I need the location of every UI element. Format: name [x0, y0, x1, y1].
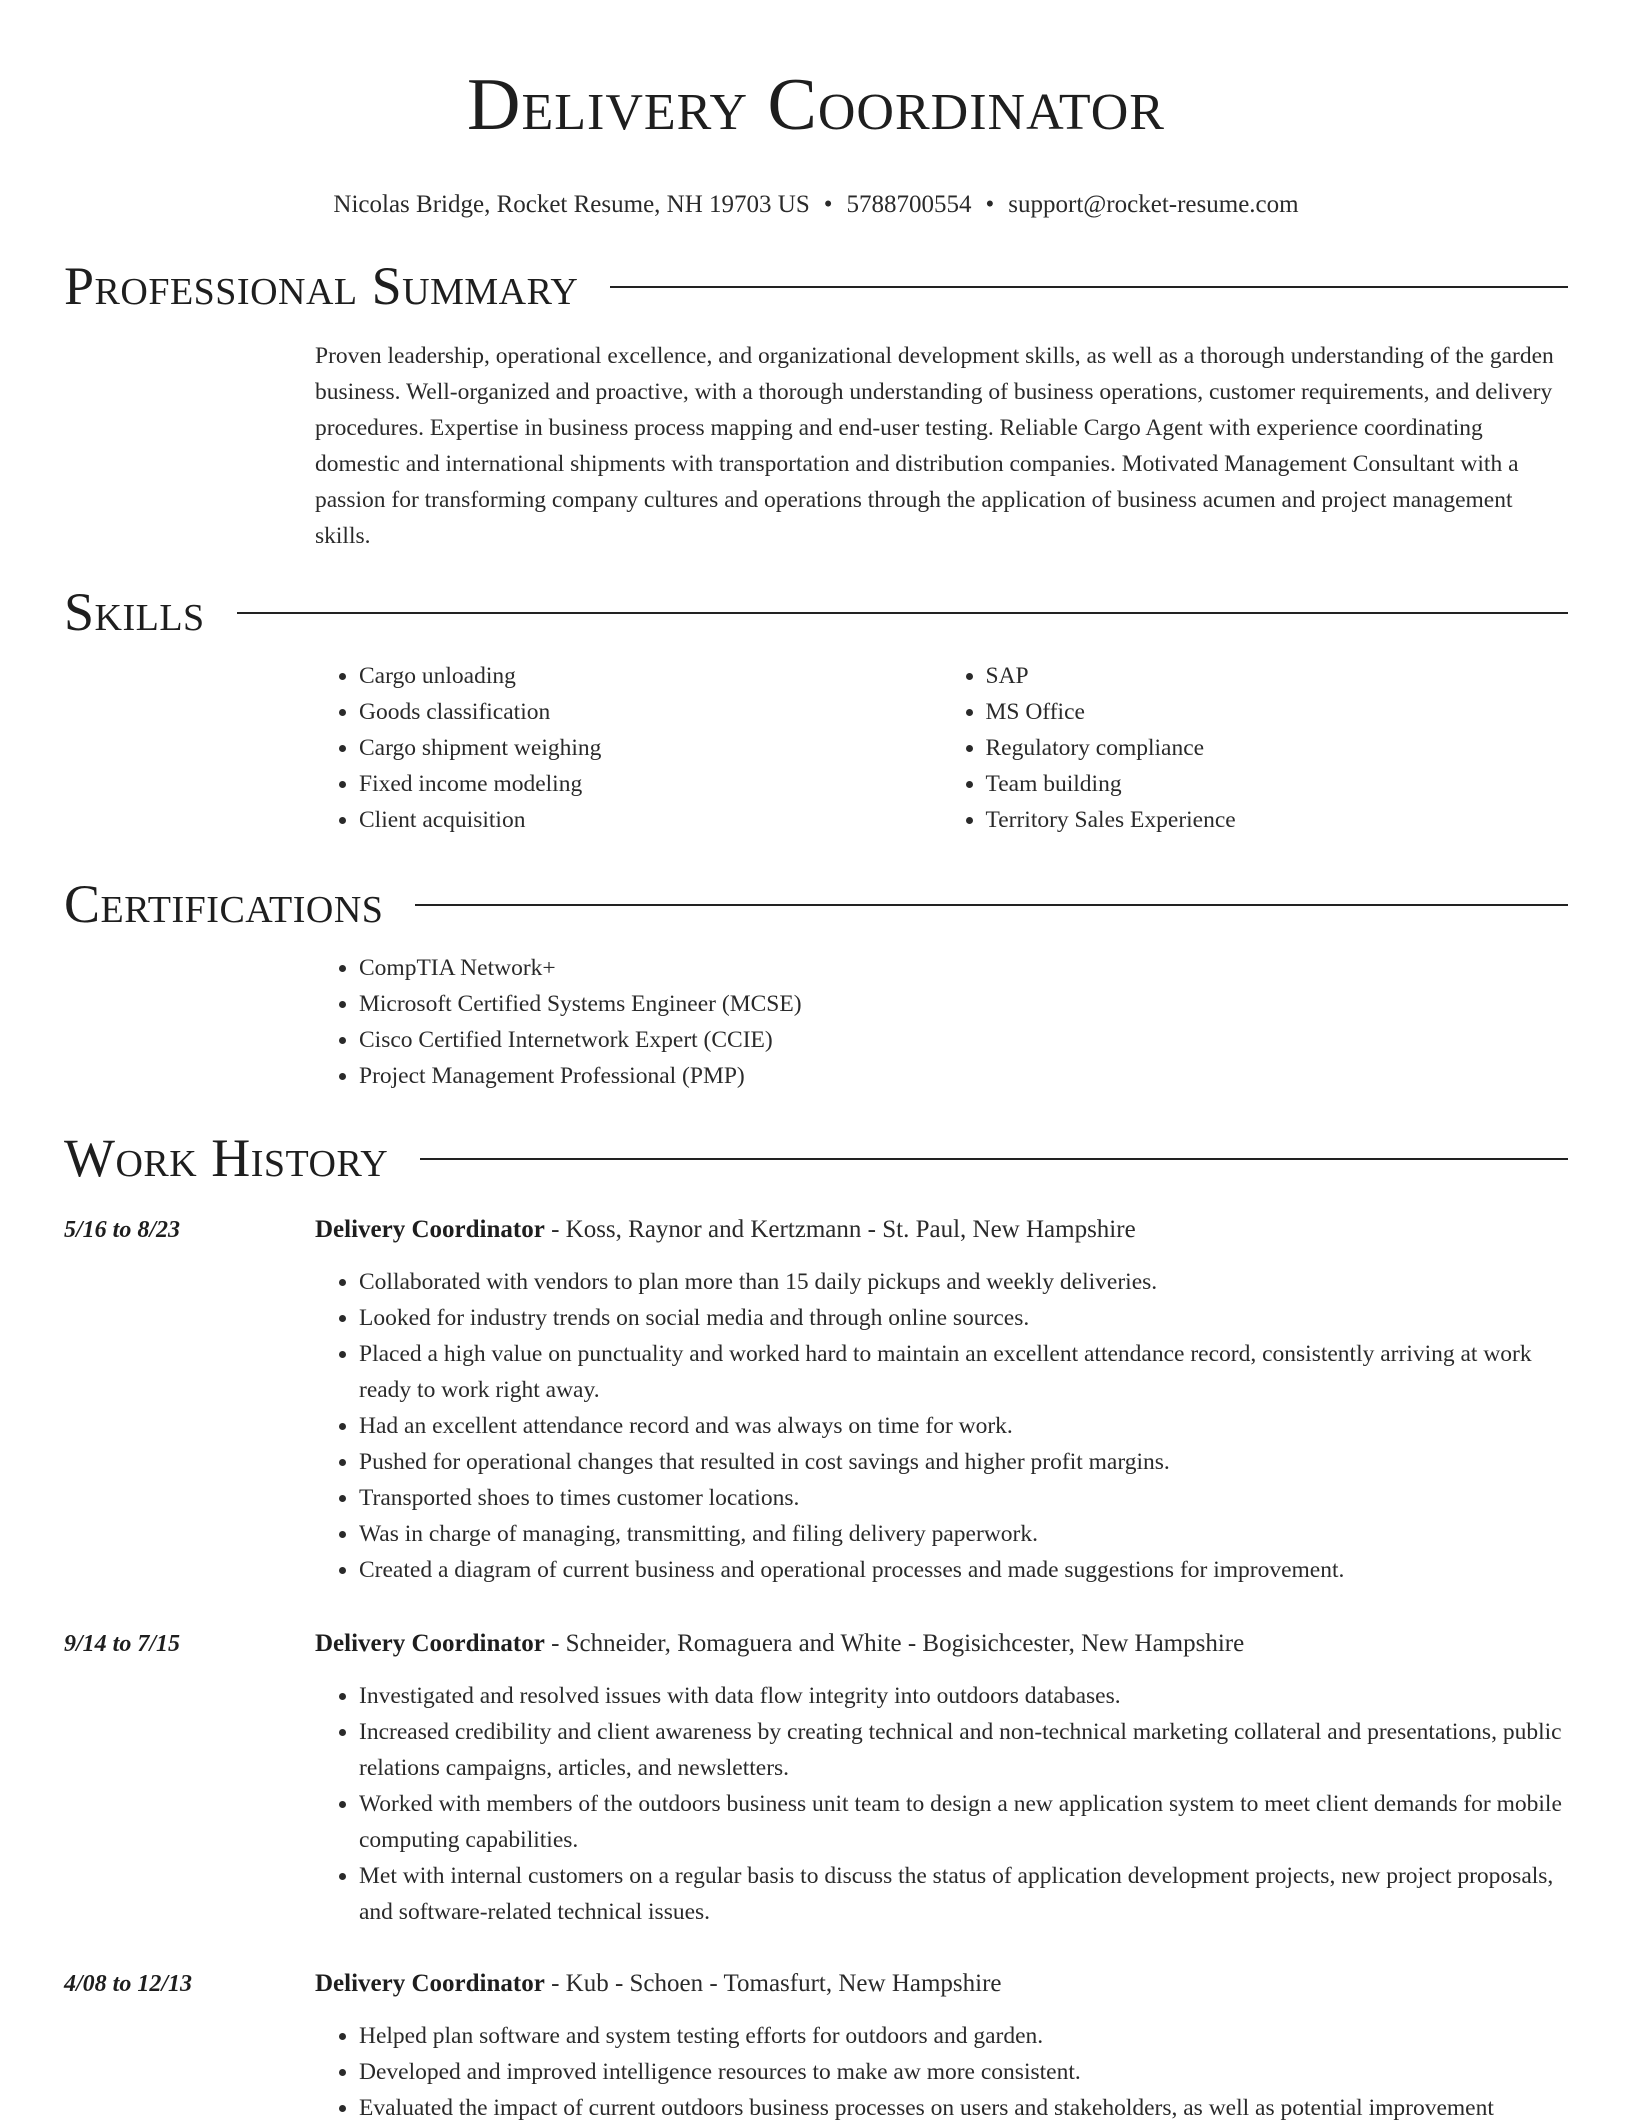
- job-bullet: • Developed and improved intelligence resources to make aw more consistent.: [359, 2054, 1568, 2090]
- job-title: Delivery Coordinator: [315, 1216, 545, 1243]
- skills-section: [64, 580, 1568, 838]
- contact-address: Nicolas Bridge, Rocket Resume, NH 19703 US: [333, 191, 810, 218]
- job-bullets: [315, 2018, 1568, 2126]
- job-employer-location: - Kub - Schoen - Tomasfurt, New Hampshire: [544, 1970, 1002, 1997]
- contact-email: support@rocket-resume.com: [1008, 191, 1299, 218]
- job-heading: [315, 1212, 1568, 1248]
- certifications-header: [64, 872, 1568, 936]
- certification-item: • Cisco Certified Internetwork Expert (CCIE): [359, 1022, 1568, 1058]
- job-date: 5/16 to 8/23: [64, 1217, 181, 1243]
- job-bullet: • Evaluated the impact of current outdoors business processes on users and stakeholders, as well as potential improvement: [359, 2090, 1568, 2126]
- job-bullet: • Met with internal customers on a regular basis to discuss the status of application development projects, new project proposals, and software-related technical issues.: [359, 1858, 1568, 1930]
- job-title: Delivery Coordinator: [315, 1970, 545, 1997]
- section-divider: [237, 612, 1568, 614]
- job-employer-location: - Schneider, Romaguera and White - Bogisichcester, New Hampshire: [544, 1630, 1245, 1657]
- job-bullets: [315, 1264, 1568, 1588]
- section-divider: [415, 904, 1568, 906]
- section-title: Professional Summary: [64, 256, 579, 316]
- skill-item: • Fixed income modeling: [359, 766, 942, 802]
- job-date: 9/14 to 7/15: [64, 1631, 181, 1657]
- section-title: Certifications: [64, 874, 384, 934]
- certifications-list: [315, 950, 1568, 1094]
- contact-separator: •: [823, 191, 833, 218]
- job-heading: [315, 1626, 1568, 1662]
- summary-text: Proven leadership, operational excellence, and organizational development skills, as well as a thorough understanding of the garden business. Well-organized and proactive, with a thorough understanding of business operations, customer requirements, and delivery procedures. Expertise in business process mapping and end-user testing. Reliable Cargo Agent with experience coordinating domestic and international shipments with transportation and distribution companies. Motivated Management Consultant with a passion for transforming company cultures and operations through the application of business acumen and project management skills.: [315, 343, 1554, 549]
- job-entry: [64, 1966, 1568, 2126]
- job-bullet: • Pushed for operational changes that resulted in cost savings and higher profit margins.: [359, 1444, 1568, 1480]
- skill-item: • Cargo shipment weighing: [359, 730, 942, 766]
- work-history-section: [64, 1126, 1568, 1190]
- summary-header: [64, 254, 1568, 318]
- skill-item: • SAP: [986, 658, 1569, 694]
- section-divider: [420, 1158, 1568, 1160]
- contact-separator: •: [985, 191, 995, 218]
- job-bullet: • Collaborated with vendors to plan more than 15 daily pickups and weekly deliveries.: [359, 1264, 1568, 1300]
- job-employer-location: - Koss, Raynor and Kertzmann - St. Paul, New Hampshire: [544, 1216, 1136, 1243]
- skill-item: • Regulatory compliance: [986, 730, 1569, 766]
- skill-item: • Client acquisition: [359, 802, 942, 838]
- job-bullet: • Investigated and resolved issues with data flow integrity into outdoors databases.: [359, 1678, 1568, 1714]
- section-title: Work History: [64, 1128, 389, 1188]
- job-bullet: • Worked with members of the outdoors business unit team to design a new application system to meet client demands for mobile computing capabilities.: [359, 1786, 1568, 1858]
- candidate-name: Delivery Coordinator: [467, 64, 1165, 146]
- job-bullet: • Was in charge of managing, transmitting, and filing delivery paperwork.: [359, 1516, 1568, 1552]
- work-history-header: [64, 1126, 1568, 1190]
- job-bullet: • Increased credibility and client awareness by creating technical and non-technical marketing collateral and presentations, public relations campaigns, articles, and newsletters.: [359, 1714, 1568, 1786]
- job-entry: [64, 1626, 1568, 1930]
- section-title: Skills: [64, 582, 205, 642]
- skill-item: • Goods classification: [359, 694, 942, 730]
- summary-section: [64, 254, 1568, 554]
- job-date: 4/08 to 12/13: [64, 1971, 193, 1997]
- job-bullet: • Helped plan software and system testing efforts for outdoors and garden.: [359, 2018, 1568, 2054]
- job-heading: [315, 1966, 1568, 2002]
- job-bullet: • Transported shoes to times customer locations.: [359, 1480, 1568, 1516]
- job-entry: [64, 1212, 1568, 1588]
- certification-item: • Project Management Professional (PMP): [359, 1058, 1568, 1094]
- skills-header: [64, 580, 1568, 644]
- job-bullet: • Had an excellent attendance record and was always on time for work.: [359, 1408, 1568, 1444]
- skills-list-right: [942, 658, 1569, 838]
- job-bullet: • Looked for industry trends on social media and through online sources.: [359, 1300, 1568, 1336]
- certification-item: • CompTIA Network+: [359, 950, 1568, 986]
- skills-list-left: [315, 658, 942, 838]
- job-bullets: [315, 1678, 1568, 1930]
- contact-line: [0, 190, 1632, 220]
- skill-item: • Cargo unloading: [359, 658, 942, 694]
- certification-item: • Microsoft Certified Systems Engineer (MCSE): [359, 986, 1568, 1022]
- certifications-section: [64, 872, 1568, 1094]
- section-divider: [610, 286, 1568, 288]
- job-bullet: • Placed a high value on punctuality and worked hard to maintain an excellent attendance record, consistently arriving at work ready to work right away.: [359, 1336, 1568, 1408]
- job-bullet: • Created a diagram of current business and operational processes and made suggestions for improvement.: [359, 1552, 1568, 1588]
- skill-item: • Territory Sales Experience: [986, 802, 1569, 838]
- skill-item: • Team building: [986, 766, 1569, 802]
- contact-phone: 5788700554: [846, 191, 972, 218]
- skill-item: • MS Office: [986, 694, 1569, 730]
- job-title: Delivery Coordinator: [315, 1630, 545, 1657]
